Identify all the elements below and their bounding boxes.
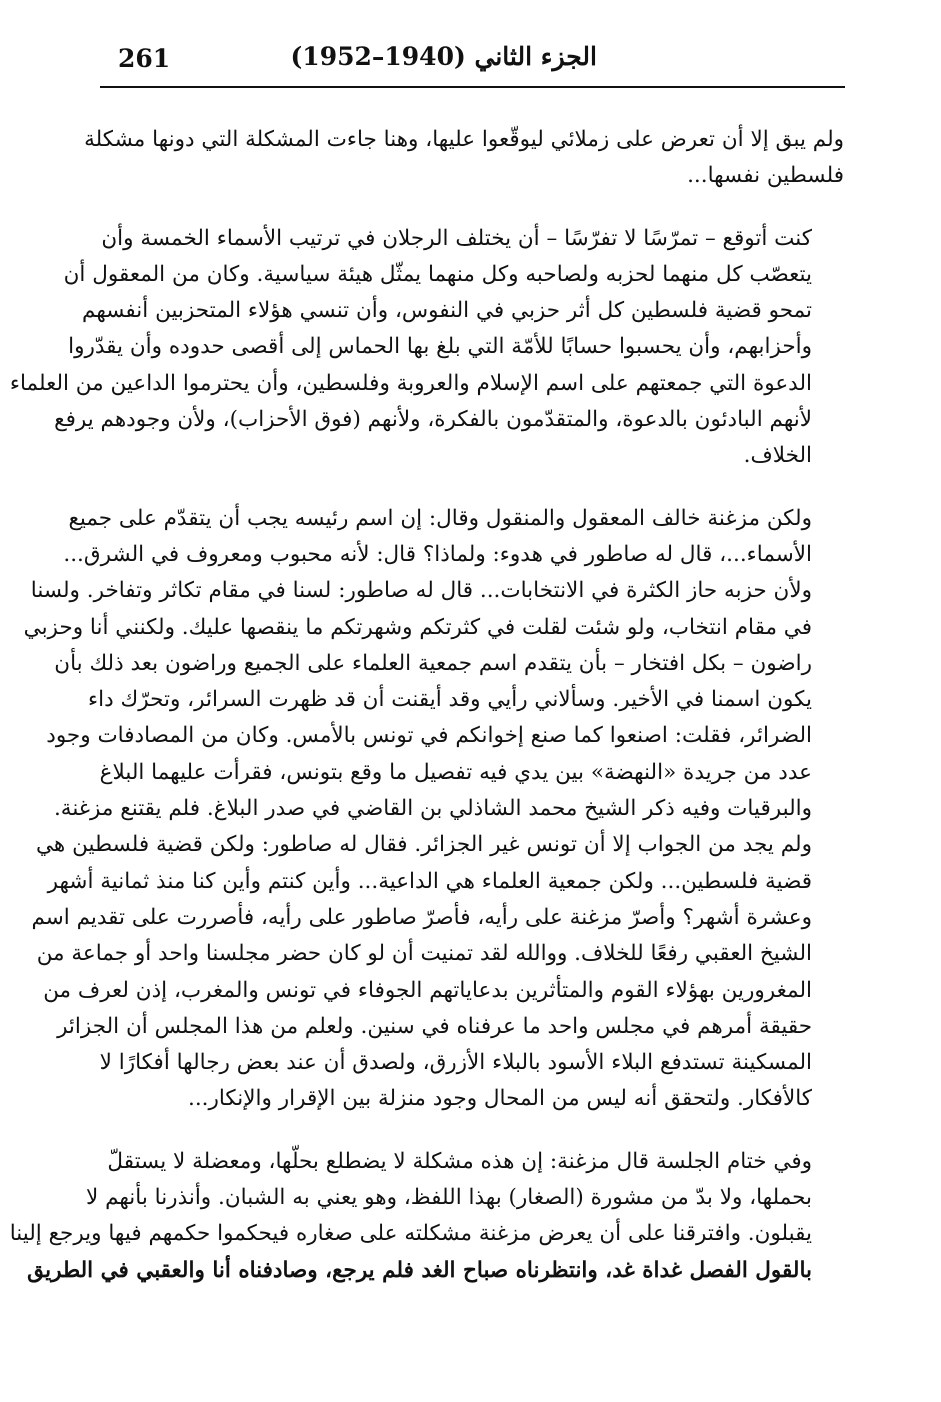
paragraph-3 xyxy=(23,501,844,1118)
text-line: فلسطين نفسها... xyxy=(687,163,844,189)
paragraph-1 xyxy=(84,122,844,195)
text-line: الشيخ العقبي رفعًا للخلاف. ووالله لقد تمنيت أن لو كان حضر مجلسنا واحد أو جماعة من xyxy=(36,941,812,967)
text-line: يتعصّب كل منهما لحزبه ولصاحبه وكل منهما يمثّل هيئة سياسية. وكان من المعقول أن xyxy=(63,261,812,287)
text-line: وفي ختام الجلسة قال مزغنة: إن هذه مشكلة لا يضطلع بحلّها، ومعضلة لا يستقلّ xyxy=(107,1148,812,1174)
text-line: وأحزابهم، وأن يحسبوا حسابًا للأمّة التي بلغ بها الحماس إلى أقصى حدوده وأن يقدّروا xyxy=(68,334,812,360)
text-line: المغرورين بهؤلاء القوم والمتأثرين بدعاياتهم الجوفاء في تونس والمغرب، إذن لعرف من xyxy=(43,977,812,1003)
text-line: يقبلون. وافترقنا على أن يعرض مزغنة مشكلته على صغاره فيحكموا حكمهم فيها ويرجع إلينا xyxy=(9,1221,812,1247)
text-line: الضرائر، فقلت: اصنعوا كما صنع إخوانكم في تونس بالأمس. وكان من المصادفات وجود xyxy=(46,723,812,749)
paragraph-2 xyxy=(9,221,844,475)
text-line: راضون – بكل افتخار – بأن يتقدم اسم جمعية العلماء على الجميع وراضون بعد ذلك بأن xyxy=(54,650,812,676)
text-line: في مقام انتخاب، ولو شئت لقلت في كثرتكم وشهرتكم ما ينقصها عليك. ولكنني أنا وحزبي xyxy=(23,614,812,640)
text-line: ولم يجد من الجواب إلا أن تونس غير الجزائر. فقال له صاطور: ولكن قضية فلسطين هي xyxy=(36,832,812,858)
text-line: الأسماء...، قال له صاطور في هدوء: ولماذا؟ قال: لأنه محبوب ومعروف في الشرق... xyxy=(63,541,812,567)
running-head: الجزء الثاني (1940–1952) xyxy=(290,42,597,71)
text-line: بالقول الفصل غداة غد، وانتظرناه صباح الغد فلم يرجع، وصادفناه أنا والعقبي في الطريق xyxy=(27,1257,812,1283)
text-line: ولكن مزغنة خالف المعقول والمنقول وقال: إن اسم رئيسه يجب أن يتقدّم على جميع xyxy=(68,505,812,531)
page-number: 261 xyxy=(118,44,171,73)
text-line: يكون اسمنا في الأخير. وسألاني رأيي وقد أيقنت أن قد ظهرت السرائر، وتحرّك داء xyxy=(88,687,812,713)
text-line: وعشرة أشهر؟ وأصرّ مزغنة على رأيه، فأصرّ صاطور على رأيه، فأصررت على تقديم اسم xyxy=(31,904,812,930)
text-line: حقيقة أمرهم في مجلس واحد ما عرفناه في سنين. ولعلم من هذا المجلس أن الجزائر xyxy=(57,1013,812,1039)
page-header xyxy=(100,38,845,88)
text-line: ولأن حزبه حاز الكثرة في الانتخابات... قال له صاطور: لسنا في مقام تكاثر وتفاخر. ولسنا xyxy=(30,578,812,604)
text-line: ولم يبق إلا أن تعرض على زملائي ليوقّعوا عليها، وهنا جاءت المشكلة التي دونها مشكلة xyxy=(84,127,844,152)
text-line: الخلاف. xyxy=(743,443,812,469)
text-line: تمحو قضية فلسطين كل أثر حزبي في النفوس، وأن تنسي هؤلاء المتحزبين أنفسهم xyxy=(82,298,812,324)
text-line: لأنهم البادئون بالدعوة، والمتقدّمون بالفكرة، ولأنهم (فوق الأحزاب)، ولأن وجودهم يرفع xyxy=(54,407,812,433)
text-line: كالأفكار. ولتحقق أنه ليس من المحال وجود منزلة بين الإقرار والإنكار... xyxy=(187,1086,812,1112)
text-line: قضية فلسطين... ولكن جمعية العلماء هي الداعية... وأين كنتم وأين كنا منذ ثمانية أشهر xyxy=(47,868,812,894)
text-line: عدد من جريدة «النهضة» بين يدي فيه تفصيل ما وقع بتونس، فقرأت عليهما البلاغ xyxy=(99,759,812,785)
text-line: بحملها، ولا بدّ من مشورة (الصغار) بهذا اللفظ، وهو يعني به الشبان. وأنذرنا بأنهم لا xyxy=(85,1185,812,1211)
text-line: المسكينة تستدفع البلاء الأسود بالبلاء الأزرق، ولصدق أن عند بعض رجالها أفكارًا لا xyxy=(99,1050,812,1076)
body-text xyxy=(9,122,844,1315)
text-line: كنت أتوقع – تمرّسًا لا تفرّسًا – أن يختلف الرجلان في ترتيب الأسماء الخمسة وأن xyxy=(101,225,812,251)
paragraph-4 xyxy=(9,1144,844,1289)
text-line: والبرقيات وفيه ذكر الشيخ محمد الشاذلي بن القاضي في صدر البلاغ. فلم يقتنع مزغنة. xyxy=(53,796,812,822)
text-line: الدعوة التي جمعتهم على اسم الإسلام والعروبة وفلسطين، وأن يحترموا الداعين من العلماء xyxy=(9,370,812,396)
